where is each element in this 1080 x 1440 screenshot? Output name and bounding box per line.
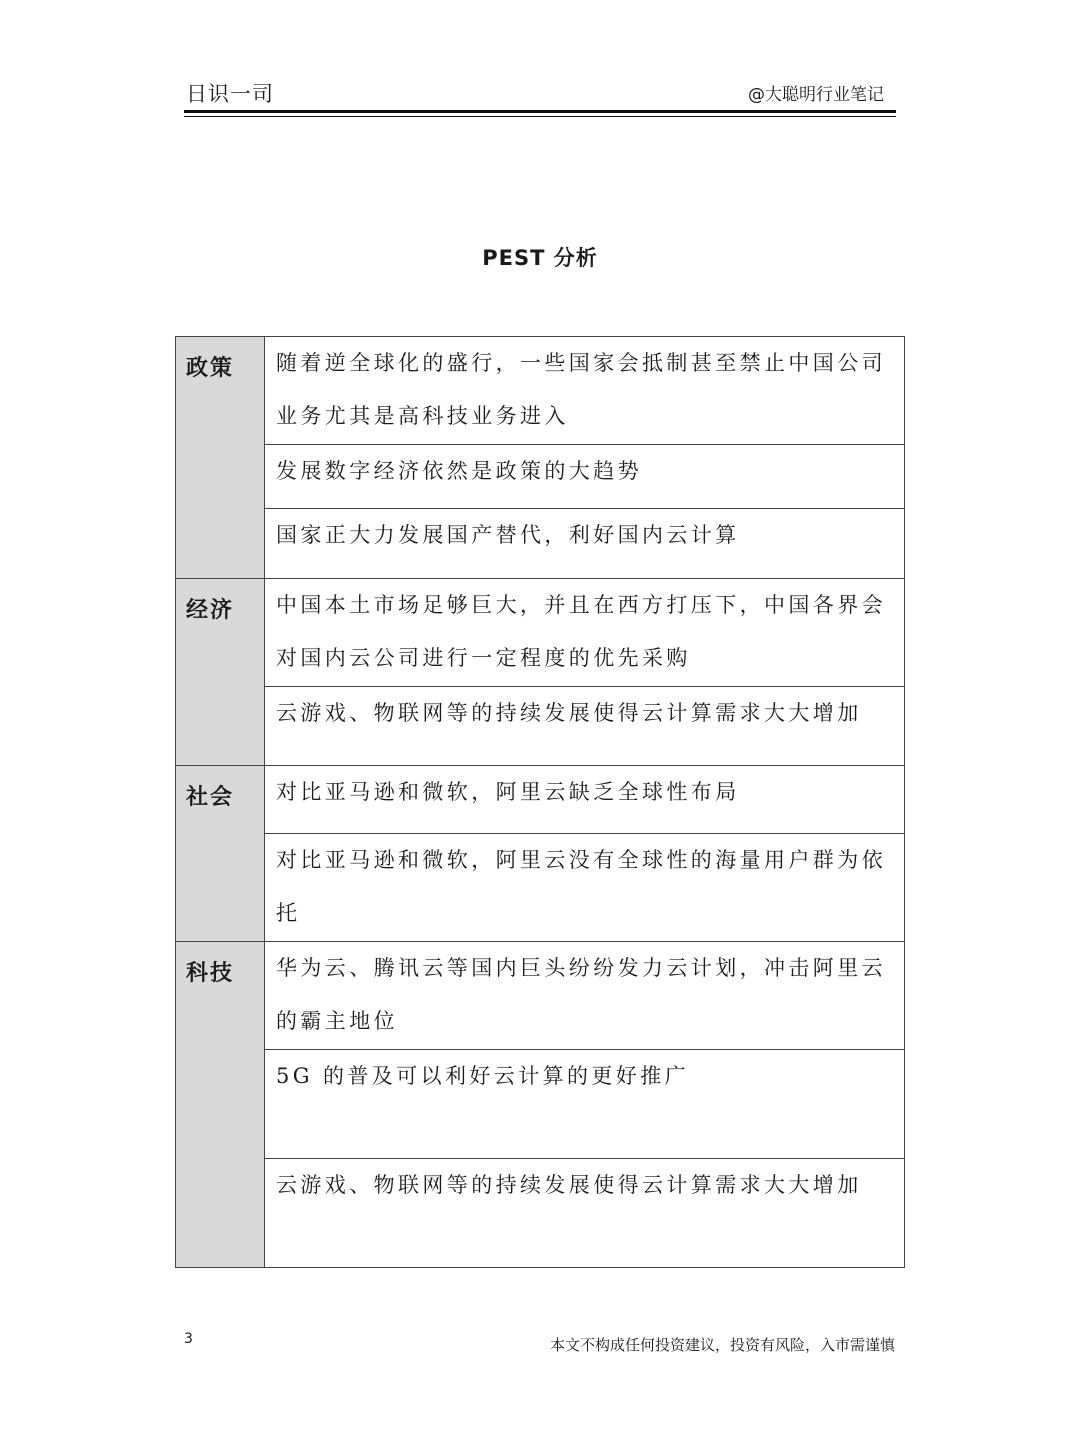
header-rule-thin [184,116,896,117]
table-row [176,445,905,509]
table-row [176,509,905,579]
table-row [176,834,905,942]
category-technology: 科技 [176,942,265,1268]
table-cell: 国家正大力发展国产替代，利好国内云计算 [265,509,905,579]
table-cell: 云游戏、物联网等的持续发展使得云计算需求大大增加 [265,1159,905,1268]
table-row [176,1050,905,1159]
category-policy: 政策 [176,337,265,579]
category-society: 社会 [176,766,265,942]
header-right-text: @大聪明行业笔记 [748,85,884,105]
table-row [176,687,905,766]
footer-disclaimer: 本文不构成任何投资建议，投资有风险，入市需谨慎 [549,1336,895,1354]
pest-table [175,336,905,1268]
header-left-text: 日识一司 [186,82,274,106]
table-cell: 云游戏、物联网等的持续发展使得云计算需求大大增加 [265,687,905,766]
table-row [176,579,905,687]
table-cell: 对比亚马逊和微软，阿里云缺乏全球性布局 [265,766,905,834]
page-number: 3 [184,1331,193,1347]
table-row [176,766,905,834]
page-title: PEST 分析 [482,246,598,270]
table-row [176,942,905,1050]
header-rule [184,110,896,113]
table-cell: 随着逆全球化的盛行，一些国家会抵制甚至禁止中国公司业务尤其是高科技业务进入 [265,337,905,445]
table-cell: 5G 的普及可以利好云计算的更好推广 [265,1050,905,1159]
table-row [176,337,905,445]
table-row [176,1159,905,1268]
table-cell: 发展数字经济依然是政策的大趋势 [265,445,905,509]
table-cell: 中国本土市场足够巨大，并且在西方打压下，中国各界会对国内云公司进行一定程度的优先采购 [265,579,905,687]
category-economy: 经济 [176,579,265,766]
table-cell: 华为云、腾讯云等国内巨头纷纷发力云计划，冲击阿里云的霸主地位 [265,942,905,1050]
table-cell: 对比亚马逊和微软，阿里云没有全球性的海量用户群为依托 [265,834,905,942]
